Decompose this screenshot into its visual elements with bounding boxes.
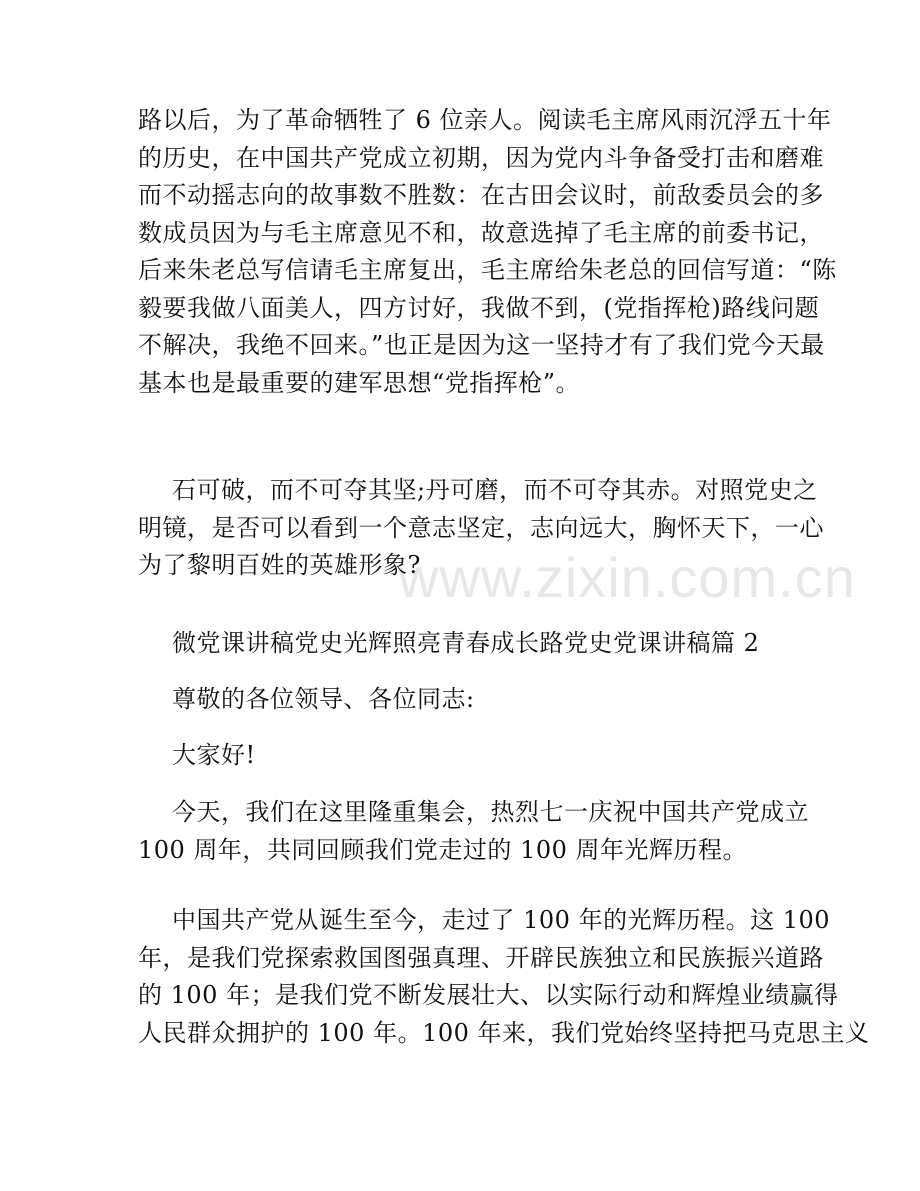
salutation-text: 尊敬的各位领导、各位同志: bbox=[172, 685, 475, 713]
paragraph-line: 毅要我做八面美人，四方讨好，我做不到，(党指挥枪)路线问题 bbox=[138, 293, 820, 322]
paragraph-line: 路以后，为了革命牺牲了 6 位亲人。阅读毛主席风雨沉浮五十年 bbox=[138, 106, 832, 134]
paragraph-line: 100 周年，共同回顾我们党走过的 100 周年光辉历程。 bbox=[138, 835, 748, 864]
paragraph-line: 的 100 年；是我们党不断发展壮大、以实际行动和辉煌业绩赢得 bbox=[138, 981, 839, 1009]
salutation bbox=[138, 681, 784, 719]
paragraph-line: 人民群众拥护的 100 年。100 年来，我们党始终坚持把马克思主义 bbox=[138, 1018, 870, 1047]
paragraph-line: 不解决，我绝不回来。”也正是因为这一坚持才有了我们党今天最 bbox=[138, 331, 825, 359]
watermark: www.zixin.com.cn bbox=[398, 546, 856, 609]
paragraph-4 bbox=[138, 902, 870, 1052]
paragraph-line: 而不动摇志向的故事数不胜数：在古田会议时，前敌委员会的多 bbox=[138, 181, 824, 209]
paragraph-line: 中国共产党从诞生至今，走过了 100 年的光辉历程。这 100 bbox=[172, 906, 831, 934]
paragraph-line: 后来朱老总写信请毛主席复出，毛主席给朱老总的回信写道：“陈 bbox=[138, 256, 837, 284]
paragraph-line: 为了黎明百姓的英雄形象? bbox=[138, 551, 421, 579]
paragraph-2 bbox=[138, 472, 824, 585]
heading-text: 微党课讲稿党史光辉照亮青春成长路党史党课讲稿篇 2 bbox=[172, 629, 760, 657]
paragraph-3 bbox=[138, 794, 809, 869]
paragraph-line: 年，是我们党探索救国图强真理、开辟民族独立和民族振兴道路 bbox=[138, 943, 824, 972]
paragraph-line: 的历史，在中国共产党成立初期，因为党内斗争备受打击和磨难 bbox=[138, 143, 824, 172]
paragraph-1 bbox=[138, 102, 837, 402]
greeting bbox=[138, 737, 784, 775]
greeting-text: 大家好! bbox=[172, 741, 256, 769]
paragraph-line: 今天，我们在这里隆重集会，热烈七一庆祝中国共产党成立 bbox=[172, 798, 809, 826]
section-heading bbox=[138, 625, 784, 663]
paragraph-line: 数成员因为与毛主席意见不和，故意选掉了毛主席的前委书记， bbox=[138, 218, 824, 247]
paragraph-line: 基本也是最重要的建军思想“党指挥枪”。 bbox=[138, 368, 581, 397]
paragraph-line: 石可破，而不可夺其坚;丹可磨，而不可夺其赤。对照党史之 bbox=[172, 476, 818, 504]
paragraph-line: 明镜，是否可以看到一个意志坚定，志向远大，胸怀天下，一心 bbox=[138, 513, 824, 542]
